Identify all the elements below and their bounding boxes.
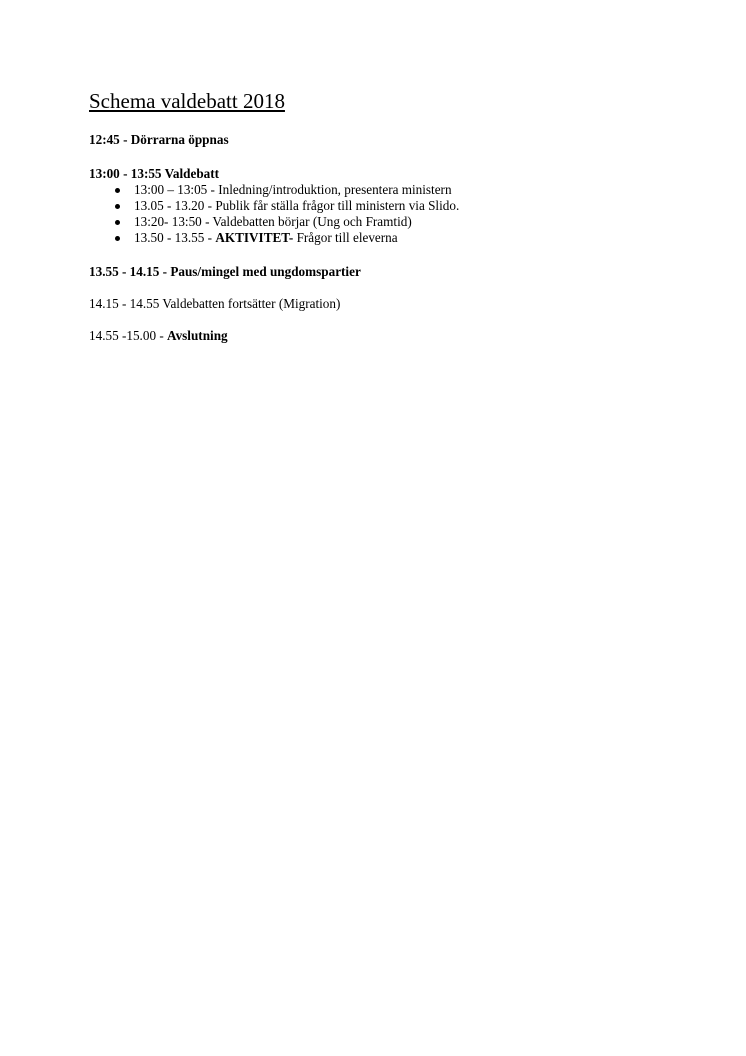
list-item <box>115 214 689 230</box>
list-item-text: 13:20- 13:50 - Valdebatten börjar (Ung och Framtid) <box>134 214 412 229</box>
list-item-suffix: Frågor till eleverna <box>293 230 398 245</box>
document-title: Schema valdebatt 2018 <box>89 89 285 113</box>
pause-line: 13.55 - 14.15 - Paus/mingel med ungdomspartier <box>89 264 361 279</box>
list-item <box>115 230 689 246</box>
valdebatt-list <box>89 182 689 246</box>
closing-line <box>89 328 689 344</box>
list-item-text: 13:00 – 13:05 - Inledning/introduktion, presentera ministern <box>134 182 452 197</box>
bullet-icon <box>115 204 120 209</box>
list-item <box>115 182 689 198</box>
opening-line: 12:45 - Dörrarna öppnas <box>89 132 229 147</box>
list-item-bold: AKTIVITET- <box>215 230 294 245</box>
closing-bold: Avslutning <box>167 328 228 343</box>
continuation-line: 14.15 - 14.55 Valdebatten fortsätter (Migration) <box>89 296 341 311</box>
list-item <box>115 198 689 214</box>
bullet-icon <box>115 188 120 193</box>
list-item-prefix: 13.50 - 13.55 - <box>134 230 216 245</box>
document-page <box>89 88 689 344</box>
section-heading-valdebatt: 13:00 - 13:55 Valdebatt <box>89 166 220 181</box>
bullet-icon <box>115 220 120 225</box>
list-item-text: 13.05 - 13.20 - Publik får ställa frågor till ministern via Slido. <box>134 198 460 213</box>
closing-prefix: 14.55 -15.00 - <box>89 328 168 343</box>
bullet-icon <box>115 236 120 241</box>
